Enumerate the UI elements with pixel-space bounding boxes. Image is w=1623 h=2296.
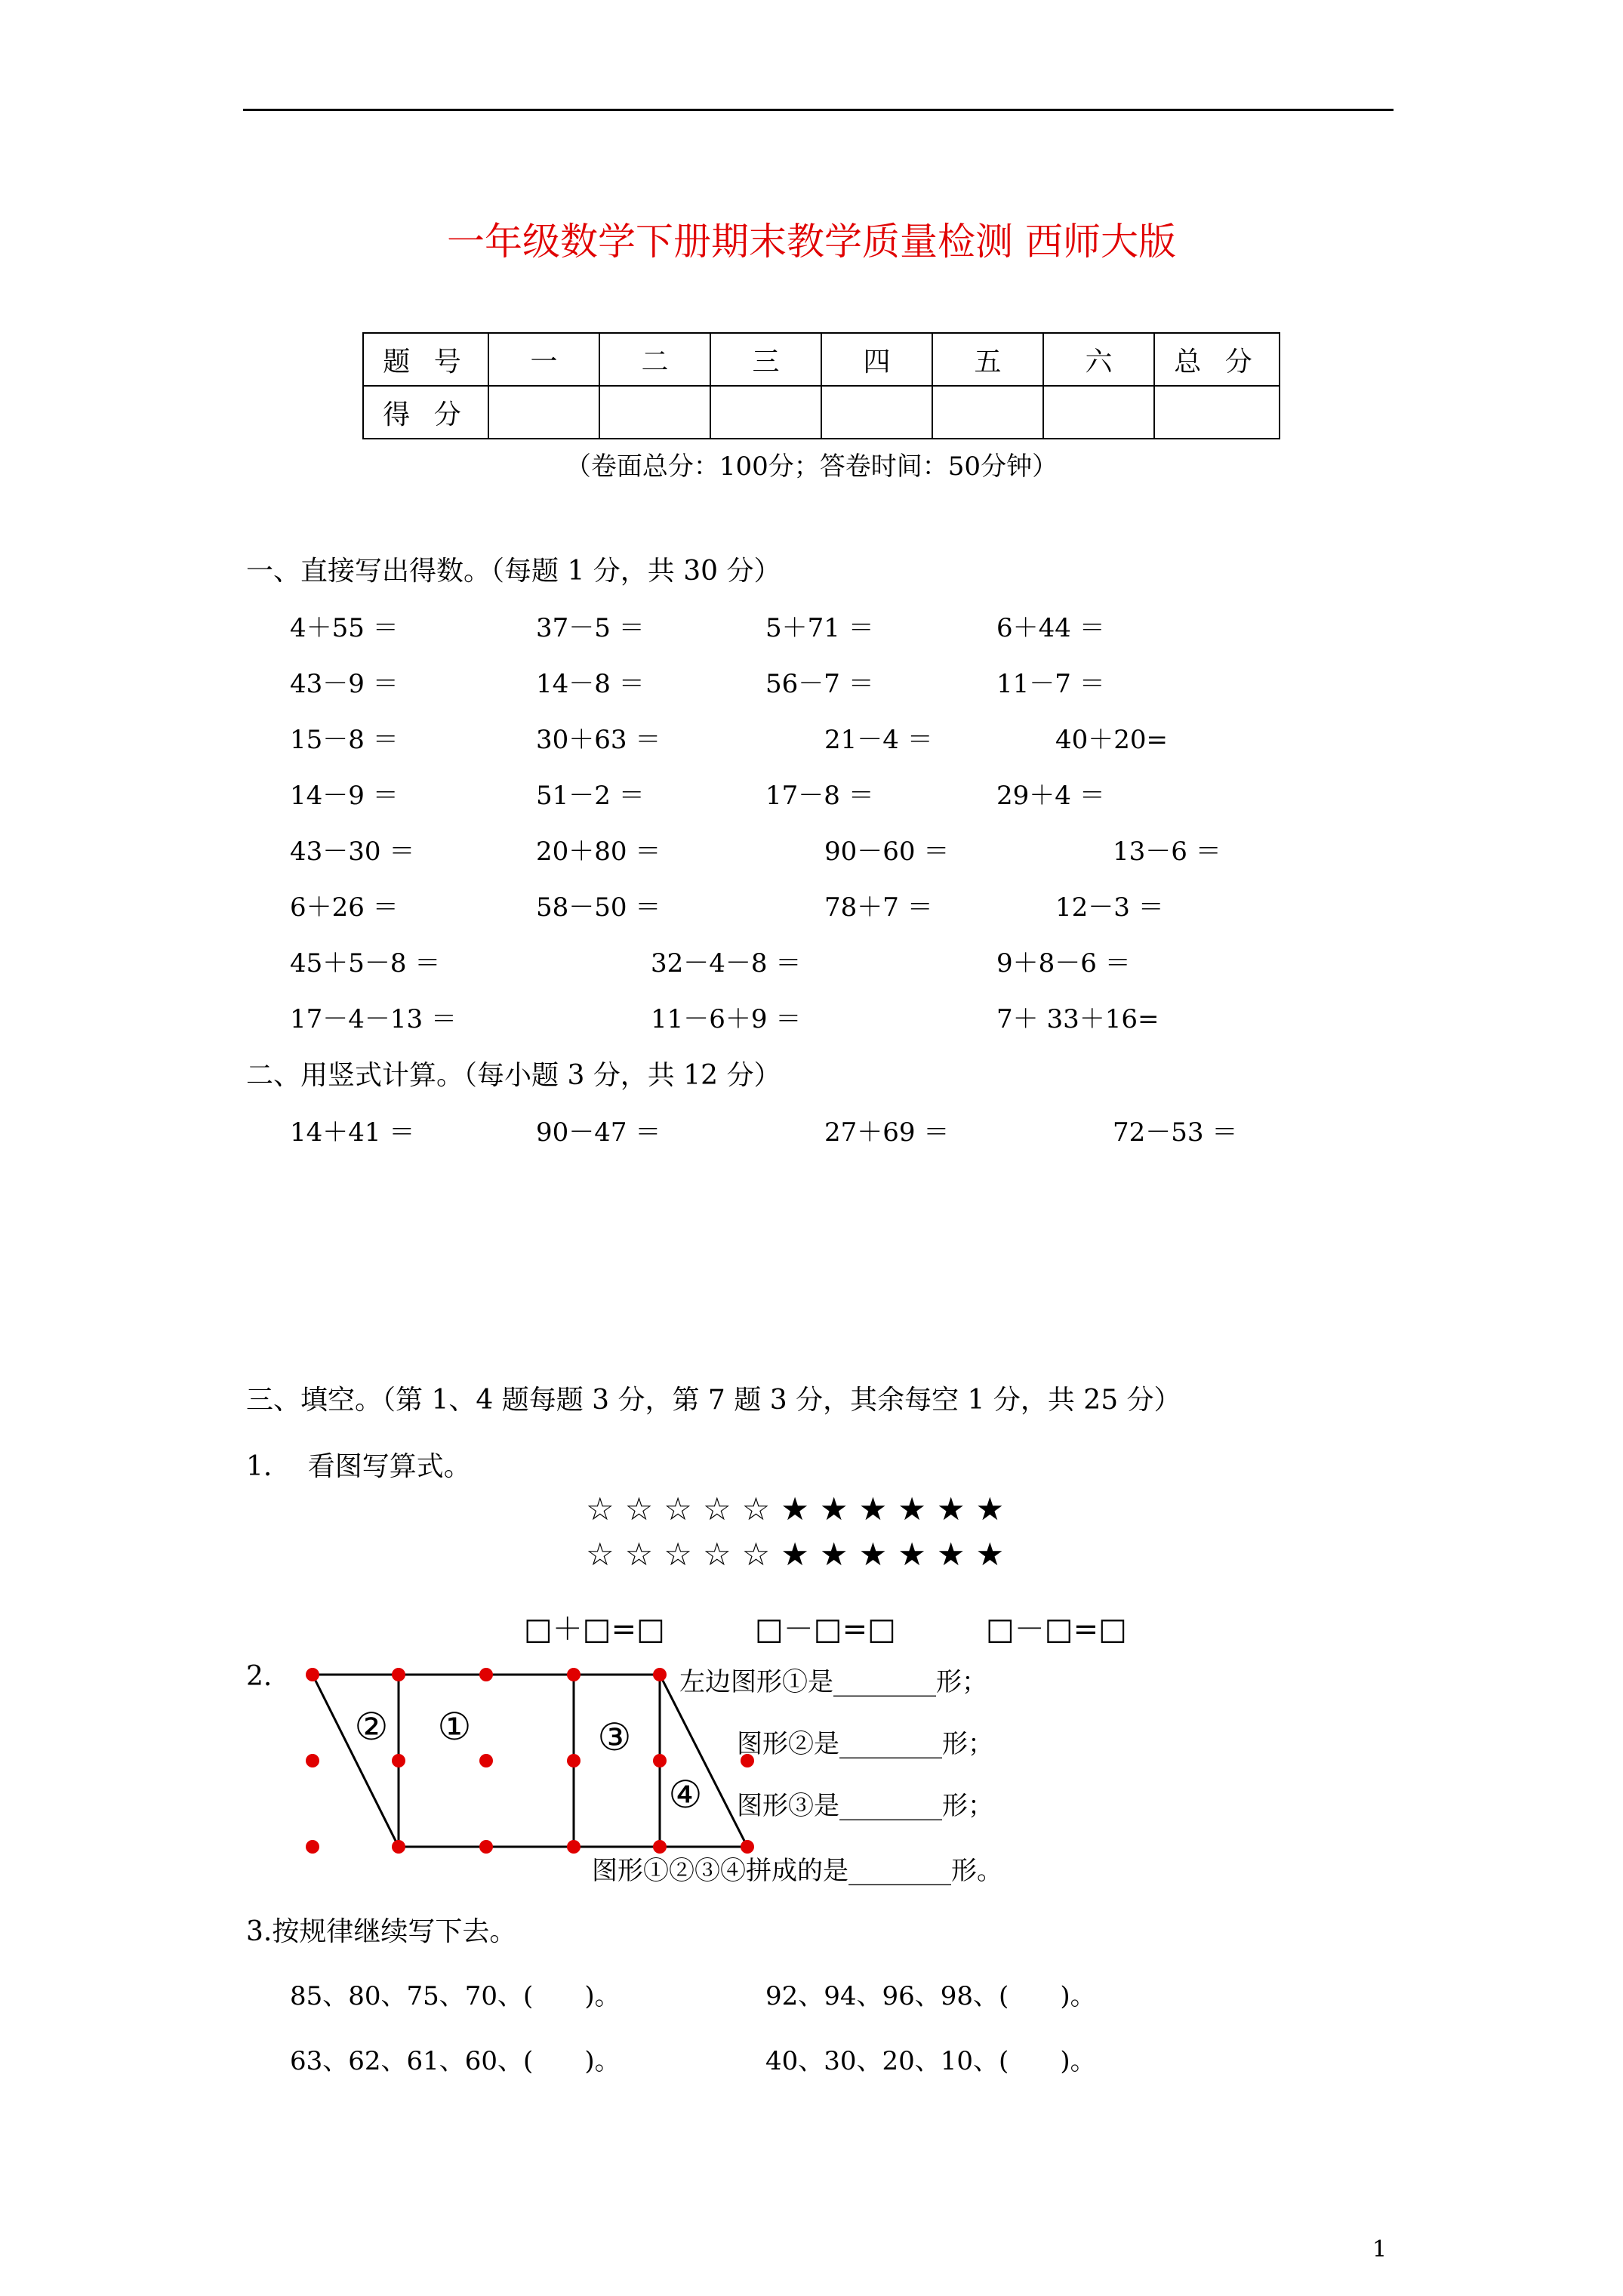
q3-heading: 3.按规律继续写下去。 xyxy=(246,1916,517,1947)
equation: 7＋ 33＋16= xyxy=(996,1004,1160,1034)
formula-blank: □－□=□ xyxy=(986,1612,1127,1647)
equation: 40＋20= xyxy=(1055,725,1169,755)
equation: 17－8 ＝ xyxy=(765,781,874,811)
equation: 20＋80 ＝ xyxy=(536,837,661,867)
page-title: 一年级数学下册期末教学质量检测 西师大版 xyxy=(447,220,1176,264)
equation: 15－8 ＝ xyxy=(290,725,399,755)
grid-dot xyxy=(392,1668,405,1681)
q2-number: 2. xyxy=(246,1661,273,1692)
shape-label: ④ xyxy=(668,1773,703,1817)
equation: 90－60 ＝ xyxy=(824,837,950,867)
sequence: 85、80、75、70、( )。 xyxy=(290,1981,621,2011)
equation: 45＋5－8 ＝ xyxy=(290,948,441,978)
equation: 11－7 ＝ xyxy=(996,669,1105,699)
shape-label: ② xyxy=(354,1705,389,1749)
stars-row: ☆☆☆☆☆★★★★★★ xyxy=(586,1536,1015,1573)
equation: 13－6 ＝ xyxy=(1113,837,1221,867)
equation: 37－5 ＝ xyxy=(536,613,645,643)
equation: 6＋44 ＝ xyxy=(996,613,1105,643)
grid-dot xyxy=(567,1754,581,1767)
fill-line: 图形②是________形； xyxy=(737,1729,993,1759)
shape-label: ③ xyxy=(597,1715,632,1759)
grid-dot xyxy=(567,1668,581,1681)
equation: 30＋63 ＝ xyxy=(536,725,661,755)
grid-dot xyxy=(479,1840,493,1854)
equation: 21－4 ＝ xyxy=(824,725,933,755)
sequence: 40、30、20、10、( )。 xyxy=(765,2046,1096,2076)
column-label: 六 xyxy=(1043,333,1154,386)
header-label: 题 号 xyxy=(363,333,488,386)
equation: 4＋55 ＝ xyxy=(290,613,399,643)
column-label: 三 xyxy=(710,333,821,386)
parallelogram-outline xyxy=(313,1675,747,1847)
column-label: 一 xyxy=(488,333,599,386)
equation: 14－8 ＝ xyxy=(536,669,645,699)
fill-line: 图形③是________形； xyxy=(737,1791,993,1821)
equation: 56－7 ＝ xyxy=(765,669,874,699)
equation: 6＋26 ＝ xyxy=(290,892,399,923)
grid-dot xyxy=(567,1840,581,1854)
q1-label: 1. 看图写算式。 xyxy=(246,1451,471,1482)
column-label: 二 xyxy=(599,333,710,386)
equation: 17－4－13 ＝ xyxy=(290,1004,457,1034)
shape-label: ① xyxy=(437,1705,472,1749)
equation: 14＋41 ＝ xyxy=(290,1117,415,1148)
equation: 72－53 ＝ xyxy=(1113,1117,1238,1148)
stars-row: ☆☆☆☆☆★★★★★★ xyxy=(586,1490,1015,1527)
equation: 32－4－8 ＝ xyxy=(651,948,802,978)
equation: 14－9 ＝ xyxy=(290,781,399,811)
sequence: 92、94、96、98、( )。 xyxy=(765,1981,1096,2011)
row-label: 得 分 xyxy=(363,386,488,439)
equation: 5＋71 ＝ xyxy=(765,613,874,643)
column-label: 五 xyxy=(932,333,1043,386)
equation: 51－2 ＝ xyxy=(536,781,645,811)
section3-heading: 三、填空。（第 1、4 题每题 3 分，第 7 题 3 分，其余每空 1 分，共 25 分） xyxy=(246,1385,1181,1416)
equation: 12－3 ＝ xyxy=(1055,892,1164,923)
exam-note: （卷面总分：100分；答卷时间：50分钟） xyxy=(565,451,1058,482)
grid-dot xyxy=(479,1668,493,1681)
equation: 78＋7 ＝ xyxy=(824,892,933,923)
page-number: 1 xyxy=(1372,2236,1387,2263)
equation: 58－50 ＝ xyxy=(536,892,661,923)
section1-heading: 一、直接写出得数。（每题 1 分，共 30 分） xyxy=(246,556,781,587)
equation: 29＋4 ＝ xyxy=(996,781,1105,811)
column-label: 四 xyxy=(821,333,932,386)
grid-dot xyxy=(479,1754,493,1767)
grid-dot xyxy=(653,1754,667,1767)
grid-dot xyxy=(392,1840,405,1854)
grid-dot xyxy=(306,1668,319,1681)
fill-line: 图形①②③④拼成的是________形。 xyxy=(592,1856,1002,1886)
equation: 11－6＋9 ＝ xyxy=(651,1004,802,1034)
equation: 9＋8－6 ＝ xyxy=(996,948,1131,978)
grid-dot xyxy=(306,1840,319,1854)
section2-heading: 二、用竖式计算。（每小题 3 分，共 12 分） xyxy=(246,1060,781,1091)
equation: 27＋69 ＝ xyxy=(824,1117,950,1148)
equation: 43－9 ＝ xyxy=(290,669,399,699)
grid-dot xyxy=(306,1754,319,1767)
formula-blank: □－□=□ xyxy=(755,1612,896,1647)
grid-dot xyxy=(653,1668,667,1681)
total-label: 总 分 xyxy=(1154,333,1280,386)
formula-blank: □＋□=□ xyxy=(524,1612,665,1647)
fill-line: 左边图形①是________形； xyxy=(679,1667,987,1697)
grid-dot xyxy=(392,1754,405,1767)
equation: 43－30 ＝ xyxy=(290,837,415,867)
equation: 90－47 ＝ xyxy=(536,1117,661,1148)
sequence: 63、62、61、60、( )。 xyxy=(290,2046,621,2076)
